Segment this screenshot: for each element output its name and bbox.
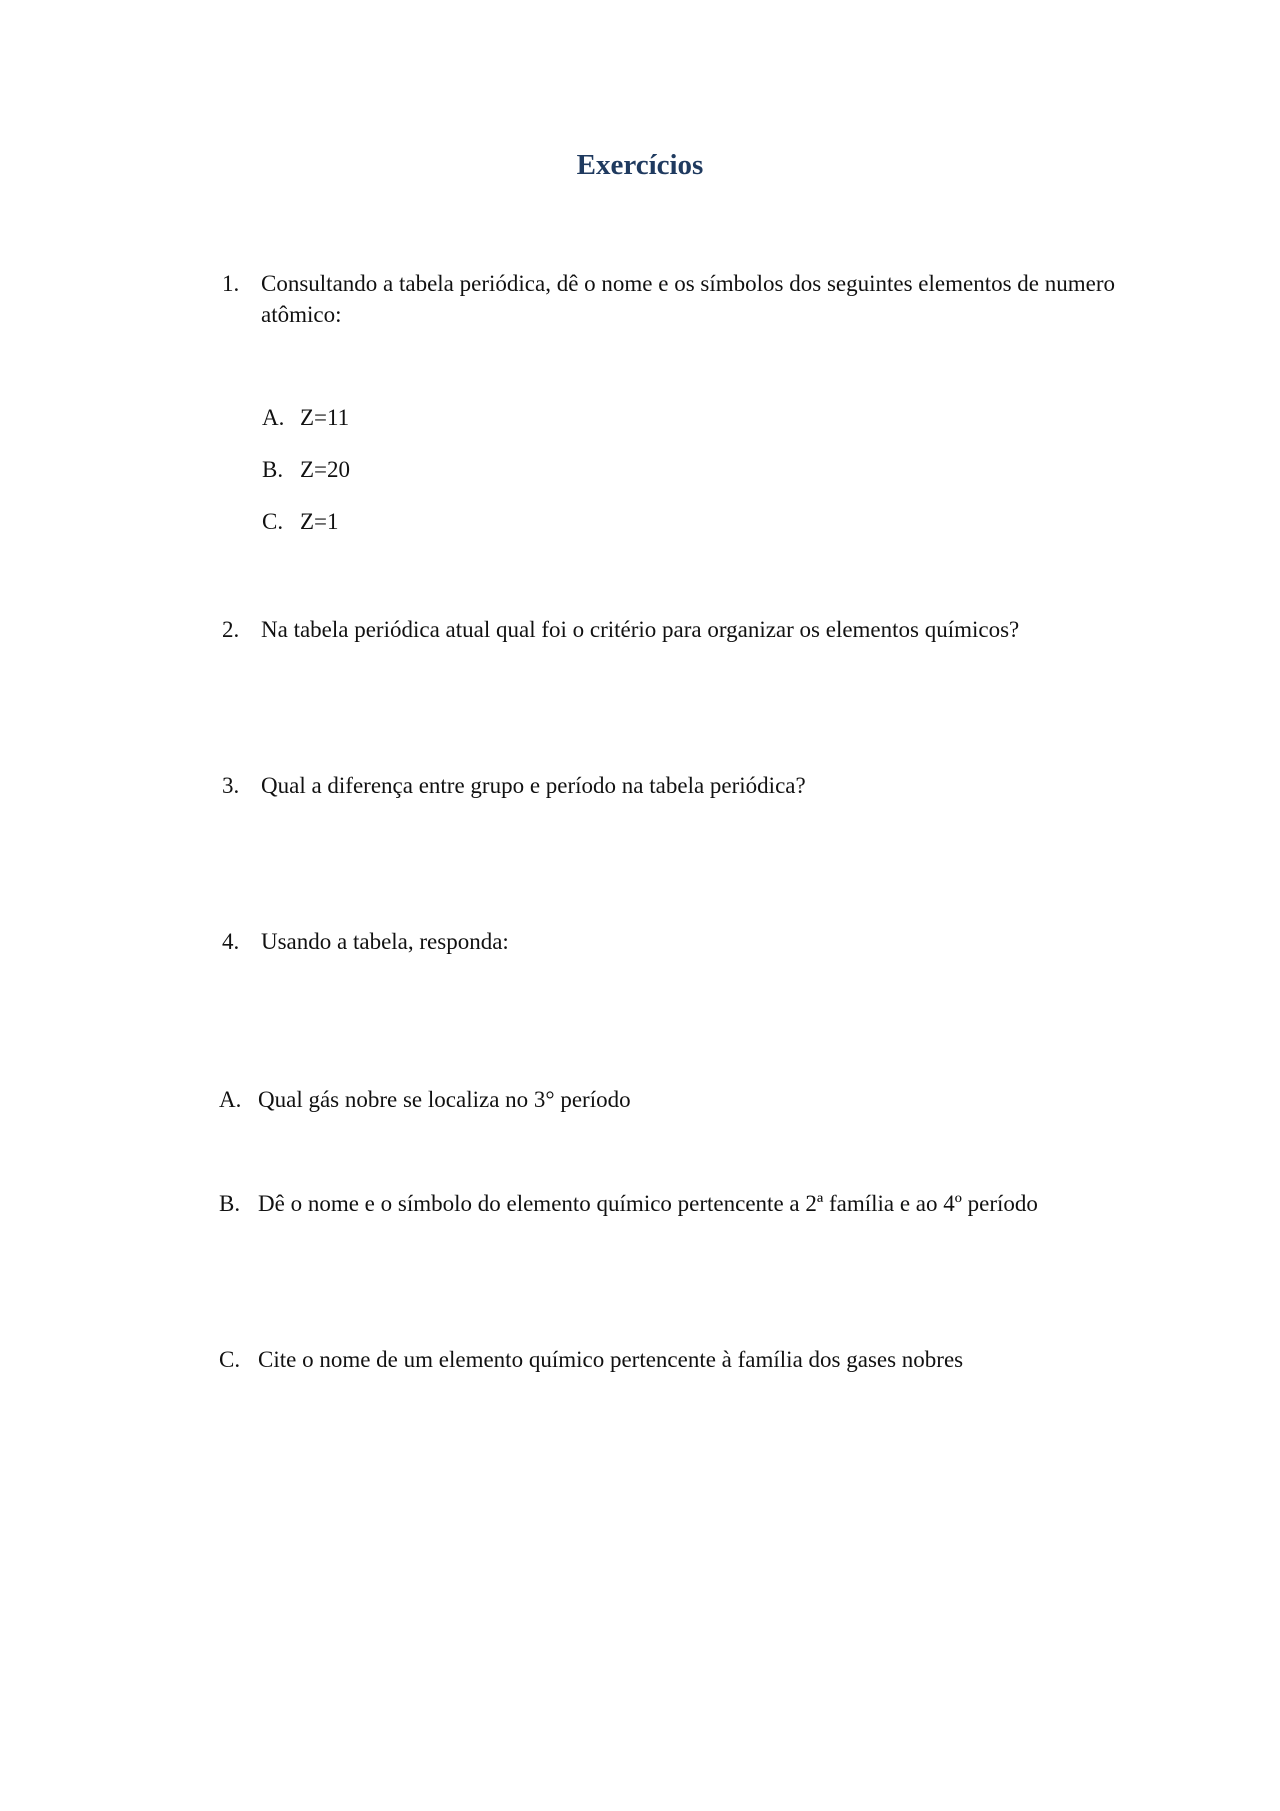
question-2-text: Na tabela periódica atual qual foi o critério para organizar os elementos químicos?: [261, 617, 1020, 642]
question-1-item-b-letter: B.: [262, 457, 284, 482]
question-4-item-a-text: Qual gás nobre se localiza no 3° período: [258, 1087, 631, 1112]
question-1-text: Consultando a tabela periódica, dê o nome e os símbolos dos seguintes elementos de numero atômico:: [261, 271, 1116, 327]
question-1-item-a-letter: A.: [262, 405, 285, 430]
question-4-text: Usando a tabela, responda:: [261, 929, 509, 954]
question-4-item-c-text: Cite o nome de um elemento químico pertencente à família dos gases nobres: [258, 1347, 964, 1372]
question-2-number: 2.: [222, 617, 240, 642]
page-title: Exercícios: [576, 149, 704, 181]
question-4-item-a-letter: A.: [219, 1087, 242, 1112]
question-3-text: Qual a diferença entre grupo e período na tabela periódica?: [261, 773, 806, 798]
question-1-item-a-text: Z=11: [300, 405, 350, 430]
question-1-item-b-text: Z=20: [300, 457, 351, 482]
question-1-number: 1.: [222, 271, 240, 296]
question-4-item-b-text: Dê o nome e o símbolo do elemento químico pertencente a 2ª família e ao 4º período: [258, 1191, 1038, 1216]
question-4-item-c-letter: C.: [219, 1347, 241, 1372]
question-1-item-c-text: Z=1: [300, 509, 339, 534]
question-4-item-b-letter: B.: [219, 1191, 241, 1216]
question-3-number: 3.: [222, 773, 240, 798]
question-1-item-c-letter: C.: [262, 509, 284, 534]
question-4-number: 4.: [222, 929, 240, 954]
